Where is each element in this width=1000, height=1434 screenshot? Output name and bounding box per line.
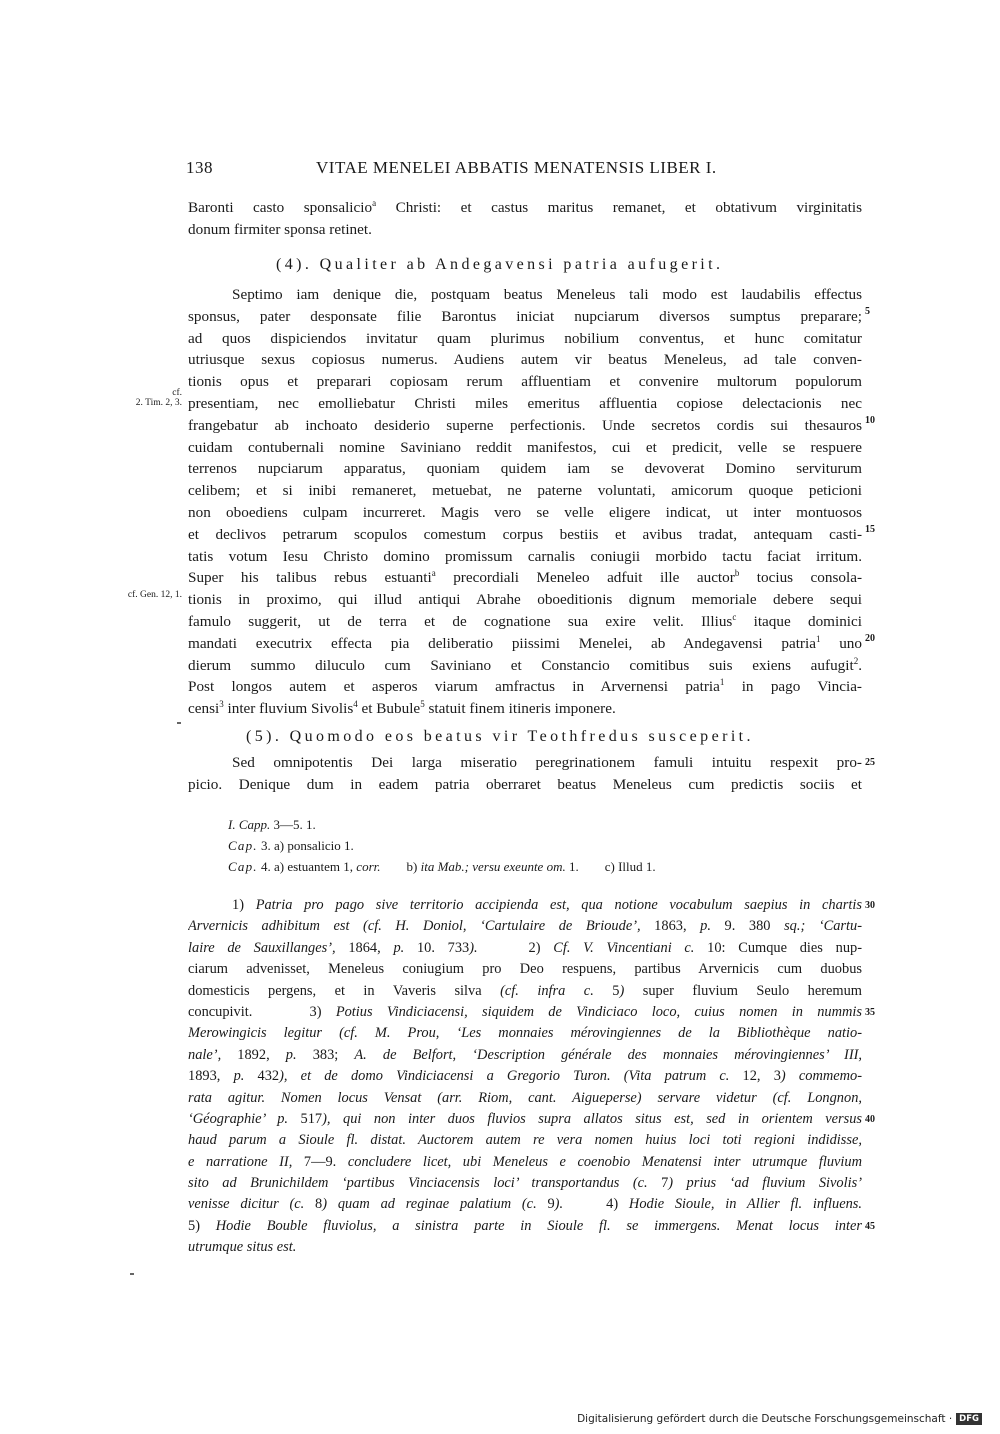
footer-credit (577, 1413, 982, 1425)
text-line: utriusque sexus copiosus numerus. Audiens autem vir beatus Meneleus, ad tale conven- (188, 351, 862, 369)
footnote-line: 1) Patria pro pago sive territorio accipienda est, qua notione vocabulum saepius in chartis (232, 897, 862, 913)
apparatus-line: Cap. 4. a) estuantem 1, corr. b) ita Mab.; versu exeunte om. 1. c) Illud 1. (228, 859, 656, 874)
marginal-reference-tim: 2. Tim. 2, 3. (135, 398, 182, 408)
dfg-logo: DFG (956, 1413, 982, 1425)
text-line: picio. Denique dum in eadem patria oberraret beatus Meneleus cum predictis sociis et (188, 775, 862, 793)
text-line: tatis votum Iesu Christo domino promissum carnalis coniugii morbido tactu faciat irritum. (188, 547, 862, 565)
footnote-line: 5) Hodie Bouble fluviolus, a sinistra parte in Sioule fl. se immergens. Menat locus inter (188, 1217, 862, 1234)
marginal-reference-cf: cf. (172, 388, 182, 398)
text-line: tionis in proximo, qui illud antiqui Abrahe oboeditionis dignum memoriale debere sequi (188, 591, 862, 609)
line-number: 25 (865, 757, 875, 768)
footnote-line: rata agitur. Nomen locus Vensat (arr. Riom, cant. Aigueperse) servare videtur (cf. Longnon, (188, 1089, 862, 1106)
footnote-line: Arvernicis adhibitum est (cf. H. Doniol, ‘Cartulaire de Brioude’, 1863, p. 9. 380 sq.; ‘Cartu- (188, 918, 862, 935)
text-line: mandati executrix effecta pia deliberatio piissimi Menelei, ab Andegavensi patria$^1$ uno (188, 633, 862, 652)
text-line: famulo suggerit, ut de terra et de cognatione sua exire velit. Illius$^c$ itaque dominici (188, 611, 862, 630)
chapter-heading-5: (5). Quomodo eos beatus vir Teothfredus susceperit. (246, 728, 754, 745)
text-line: frangebatur ab inchoato desiderio superne perfectionis. Unde secretos cordis sui thesauros (188, 416, 862, 434)
footnote-line: concupivit. 3) Potius Vindiciacensi, siquidem de Vindiciaco loco, cuius nomen in nummis (188, 1003, 862, 1020)
footnote-line: utrumque situs est. (188, 1239, 297, 1256)
text-line: terrenos nupciarum apparatus, quoniam quidem iam se devoverat Domino serviturum (188, 460, 862, 478)
line-number: 40 (865, 1114, 875, 1125)
text-block-chapter-5 (188, 752, 862, 796)
footnotes (188, 895, 862, 1259)
text-line: censi$^3$ inter fluvium Sivolis$^4$ et Bubule$^5$ statuit finem itineris imponere. (188, 699, 616, 718)
line-number: 35 (865, 1007, 875, 1018)
text-line: donum firmiter sponsa retinet. (188, 220, 372, 238)
text-line: et declivos petrarum scopulos comestum corpus bestiis et avibus tradat, antequam casti- (188, 525, 862, 543)
apparatus-line: Cap. 3. a) ponsalicio 1. (228, 838, 354, 853)
text-line: celibem; et si inibi remaneret, metuebat, ne paterne voluntati, amicorum quoque peticioni (188, 482, 862, 500)
footnote-line: sito ad Brunichildem ‘partibus Vinciacensis loci’ transportandus (c. 7) prius ‘ad fluvium Sivolis’ (188, 1175, 862, 1192)
text-line: sponsus, pater desponsate filie Barontus iniciat nupciarum diversos sumptus preparare; (188, 307, 862, 325)
footnote-line: laire de Sauxillanges’, 1864, p. 10. 733). 2) Cf. V. Vincentiani c. 10: Cumque dies nup- (188, 939, 862, 956)
apparatus-line: I. Capp. 3—5. 1. (228, 817, 316, 832)
text-line: Sed omnipotentis Dei larga miseratio peregrinationem famuli intuitu respexit pro- (232, 754, 862, 771)
text-line: Post longos autem et asperos viarum amfractus in Arvernensi patria$^1$ in pago Vincia- (188, 677, 862, 696)
running-title: VITAE MENELEI ABBATIS MENATENSIS LIBER I. (316, 158, 717, 177)
text-line: Septimo iam denique die, postquam beatus Meneleus tali modo est laudabilis effectus (232, 286, 862, 303)
text-line: ad quos dispiciendos invitatur quam plurimus nobilium conventus, et hunc comitatur (188, 329, 862, 347)
stray-mark (177, 722, 181, 724)
text-line: tionis opus et preparari copiosam rerum affluentiam et convenire multorum populorum (188, 373, 862, 391)
footnote-line: haud parum a Sioule fl. distat. Auctorem autem re vera nomen huius loci toti regioni indidisse, (188, 1132, 862, 1149)
line-number: 15 (865, 524, 875, 535)
text-line: cuidam contubernali nomine Saviniano reddit manifestos, cui et predicit, velle se respuere (188, 438, 862, 456)
footer-text: Digitalisierung gefördert durch die Deutsche Forschungsgemeinschaft · (577, 1413, 953, 1425)
line-number: 45 (865, 1221, 875, 1232)
line-number: 30 (865, 900, 875, 911)
text-block-chapter-4 (188, 284, 862, 720)
text-line: dierum summo diluculo cum Saviniano et Constancio comitibus suis exiens aufugit$^2$. (188, 655, 862, 674)
footnote-line: e narratione II, 7—9. concludere licet, ubi Meneleus e coenobio Menatensi inter utrumque fluvium (188, 1153, 862, 1170)
page-header (186, 158, 866, 182)
footnote-line: Merowingicis legitur (cf. M. Prou, ‘Les monnaies mérovingiennes de la Bibliothèque natio- (188, 1025, 862, 1042)
page-number: 138 (186, 158, 213, 177)
text-line: presentiam, nec emolliebatur Christi miles emeritus affluentia copiose delectacionis nec (188, 394, 862, 412)
text-line: non oboediens culpam incurreret. Magis vero se velle eligere indicat, ut inter montuosos (188, 503, 862, 521)
line-number: 10 (865, 415, 875, 426)
text-line: Super his talibus rebus estuanti$^a$ precordiali Meneleo adfuit ille auctor$^b$ tocius consola- (188, 568, 862, 587)
footnote-line: ciarum advenisset, Meneleus coniugium pro Deo respuens, partibus Arvernicis cum duobus (188, 961, 862, 978)
footnote-line: domesticis pergens, et in Vaveris silva (cf. infra c. 5) super fluvium Seulo heremum (188, 982, 862, 999)
text-block-opening (188, 197, 862, 241)
footnote-line: 1893, p. 432), et de domo Vindiciacensi a Gregorio Turon. (Vita patrum c. 12, 3) commemo- (188, 1068, 862, 1085)
text-line: Baronti casto sponsalicio$^a$ Christi: et castus maritus remanet, et obtativum virginitatis (188, 198, 862, 216)
stray-mark (130, 1273, 134, 1275)
critical-apparatus (228, 814, 656, 877)
marginal-reference-gen: cf. Gen. 12, 1. (127, 590, 182, 600)
line-number: 20 (865, 633, 875, 644)
footnote-line: venisse dicitur (c. 8) quam ad reginae palatium (c. 9). 4) Hodie Sioule, in Allier fl. influens. (188, 1196, 862, 1213)
footnote-line: ‘Géographie’ p. 517), qui non inter duos fluvios supra allatos situs est, sed in orientem versus (188, 1110, 862, 1127)
footnote-line: nale’, 1892, p. 383; A. de Belfort, ‘Description générale des monnaies mérovingiennes’ III, (188, 1046, 862, 1063)
chapter-heading-4: (4). Qualiter ab Andegavensi patria aufugerit. (276, 256, 724, 273)
line-number: 5 (865, 306, 870, 317)
